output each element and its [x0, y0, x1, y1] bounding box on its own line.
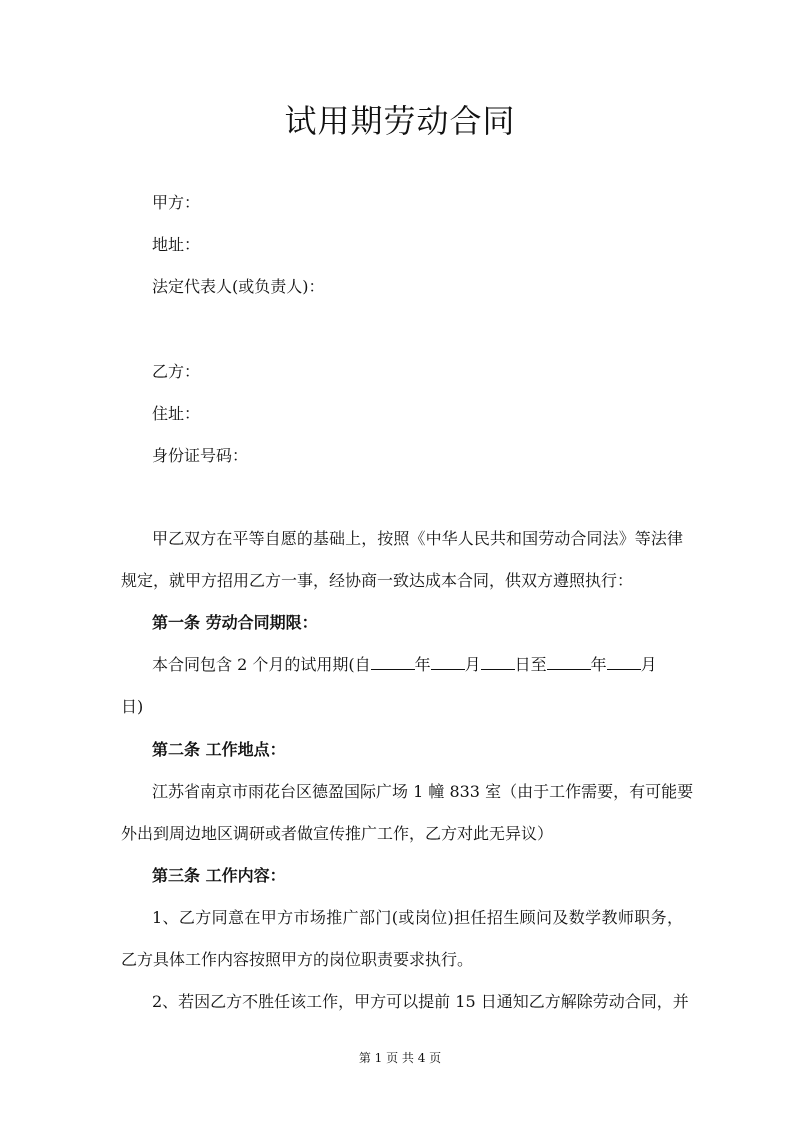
- article-1-term-line: [152, 655, 657, 675]
- article-3-heading: 第三条 工作内容：: [152, 866, 286, 885]
- article-2-line-1: 江苏省南京市雨花台区德盈国际广场 1 幢 833 室（由于工作需要，有可能要: [152, 782, 694, 801]
- start-year-blank: [371, 655, 415, 670]
- party-b-id-label: 身份证号码：: [152, 446, 249, 465]
- end-year-unit: 年: [590, 655, 607, 674]
- article-1-term-prefix: 本合同包含 2 个月的试用期(自: [152, 655, 371, 674]
- article-3-item-1-line-1: 1、乙方同意在甲方市场推广部门(或岗位)担任招生顾问及数学教师职务，: [152, 908, 683, 927]
- end-month-unit: 月: [640, 655, 657, 674]
- start-day-unit: 日至: [514, 655, 547, 674]
- article-3-item-2-line-1: 2、若因乙方不胜任该工作，甲方可以提前 15 日通知乙方解除劳动合同，并: [152, 992, 689, 1011]
- article-1-term-line-2: 日): [121, 697, 144, 716]
- preamble-line-1: 甲乙双方在平等自愿的基础上，按照《中华人民共和国劳动合同法》等法律: [152, 529, 683, 548]
- start-month-unit: 月: [464, 655, 481, 674]
- article-2-line-2: 外出到周边地区调研或者做宣传推广工作，乙方对此无异议）: [121, 824, 554, 843]
- end-month-blank: [607, 655, 641, 670]
- party-a-address-label: 地址：: [152, 235, 201, 254]
- preamble-line-2: 规定，就甲方招用乙方一事，经协商一致达成本合同，供双方遵照执行：: [121, 571, 634, 590]
- page-number-footer: 第 1 页 共 4 页: [358, 1051, 442, 1065]
- party-a-label: 甲方：: [152, 193, 201, 212]
- article-1-heading: 第一条 劳动合同期限：: [152, 613, 318, 632]
- start-month-blank: [431, 655, 465, 670]
- article-2-heading: 第二条 工作地点：: [152, 740, 286, 759]
- end-year-blank: [547, 655, 591, 670]
- document-title: 试用期劳动合同: [284, 102, 516, 140]
- party-b-label: 乙方：: [152, 362, 201, 381]
- article-3-item-1-line-2: 乙方具体工作内容按照甲方的岗位职责要求执行。: [121, 950, 474, 969]
- start-day-blank: [481, 655, 515, 670]
- party-b-residence-label: 住址：: [152, 404, 201, 423]
- party-a-representative-label: 法定代表人(或负责人)：: [152, 277, 325, 296]
- start-year-unit: 年: [414, 655, 431, 674]
